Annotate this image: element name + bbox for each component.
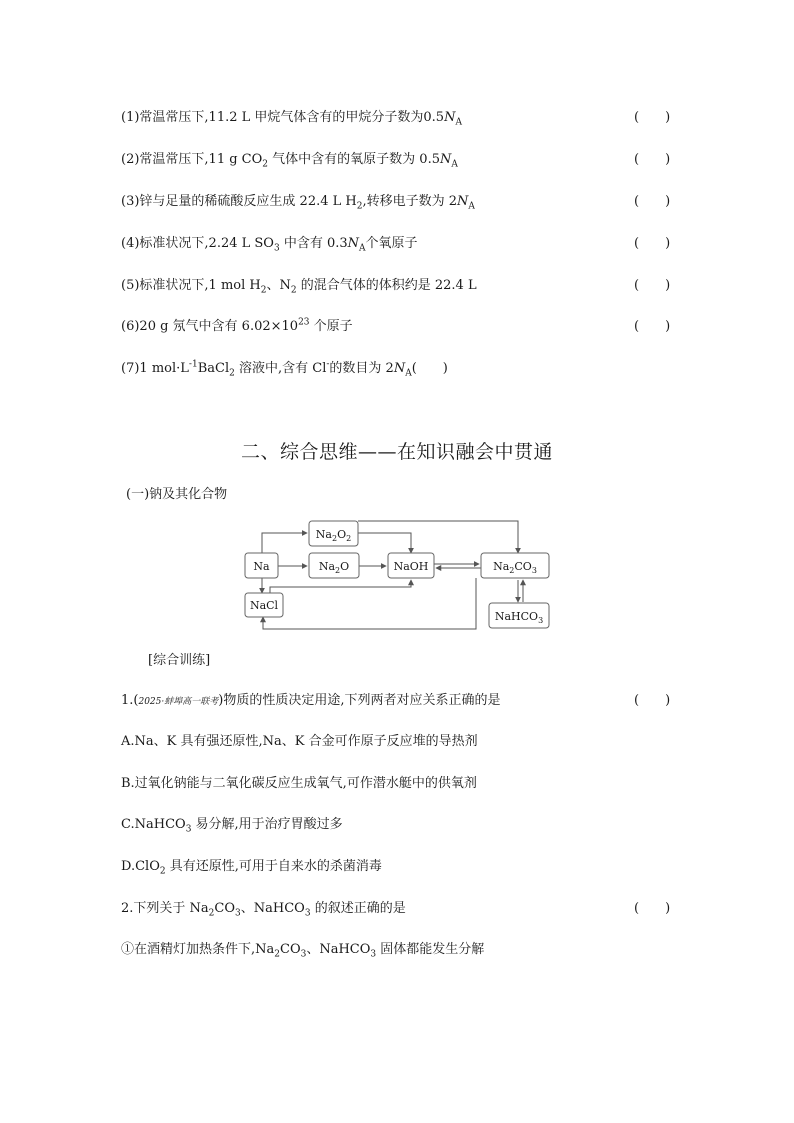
question-2-stem: 2.下列关于 $Na_2CO_3$、NaHCO$_3$ 的叙述正确的是 bbox=[121, 901, 406, 919]
label-na2co3: $Na_2CO_3$ bbox=[493, 560, 537, 575]
arrow-na2o2-na2co3 bbox=[358, 521, 518, 553]
answer-blank-1: ( ) bbox=[634, 110, 671, 125]
judge-item-2: (2)常温常压下,11 g $CO_2$ 气体中含有的氧原子数为 $0.5N_A$ bbox=[121, 152, 458, 170]
judge-item-5: (5)标准状况下,1 mol $H_2$、$N_2$ 的混合气体的体积约是 22.4 L bbox=[121, 278, 477, 296]
answer-blank-q2: ( ) bbox=[634, 901, 671, 916]
q2-statement-1[interactable]: ①在酒精灯加热条件下$,Na_2CO_3$、NaHCO$_3$ 固体都能发生分解 bbox=[121, 942, 485, 960]
arrow-nacl-naoh bbox=[270, 580, 411, 593]
judge-item-4: (4)标准状况下,2.24 L $SO_3$ 中含有 $0.3N_A$个氧原子 bbox=[121, 236, 418, 254]
label-na2o: $Na_2O$ bbox=[318, 560, 350, 575]
q1-option-d[interactable]: D.ClO$_2$ 具有还原性,可用于自来水的杀菌消毒 bbox=[121, 859, 382, 877]
answer-blank-6: ( ) bbox=[634, 319, 671, 334]
q1-option-b[interactable]: B.过氧化钠能与二氧化碳反应生成氧气,可作潜水艇中的供氧剂 bbox=[121, 776, 477, 791]
answer-blank-2: ( ) bbox=[634, 152, 671, 167]
arrow-na2o2-naoh bbox=[358, 533, 411, 553]
question-source: 2025·蚌埠高一联考 bbox=[138, 697, 219, 707]
answer-blank-3: ( ) bbox=[634, 194, 671, 209]
subsection-title: (一)钠及其化合物 bbox=[126, 487, 228, 502]
label-naoh: NaOH bbox=[393, 560, 429, 573]
label-na: Na bbox=[253, 560, 270, 573]
q1-option-a[interactable]: A.Na、K 具有强还原性,Na、K 合金可作原子反应堆的导热剂 bbox=[121, 734, 478, 749]
judge-item-7: (7)1 $mol\cdot L^{-1}BaCl_2$ 溶液中,含有 Cl-的数目为 $2N_A$( ) bbox=[121, 359, 448, 379]
judge-item-1: (1)常温常压下,11.2 L 甲烷气体含有的甲烷分子数为$0.5N_A$ bbox=[121, 110, 462, 128]
training-label: [综合训练] bbox=[148, 653, 211, 668]
q1-option-c[interactable]: C.NaHCO$_3$ 易分解,用于治疗胃酸过多 bbox=[121, 817, 343, 835]
label-nacl: NaCl bbox=[249, 599, 279, 612]
question-1-stem: 1.(2025·蚌埠高一联考)物质的性质决定用途,下列两者对应关系正确的是 bbox=[121, 693, 501, 708]
arrow-na2co3-nacl bbox=[263, 578, 476, 629]
answer-blank-q1: ( ) bbox=[634, 693, 671, 708]
label-nahco3: NaHCO$_3$ bbox=[494, 610, 544, 625]
label-na2o2: $Na_2O_2$ bbox=[315, 528, 352, 543]
answer-blank-5: ( ) bbox=[634, 278, 671, 293]
section-heading: 二、综合思维——在知识融会中贯通 bbox=[240, 441, 553, 463]
answer-blank-4: ( ) bbox=[634, 236, 671, 251]
item-number: (1) bbox=[121, 110, 140, 125]
judge-item-6: (6)20 g 氖气中含有 $6.02\times 10^{23}$ 个原子 bbox=[121, 317, 353, 334]
judge-item-3: (3)锌与足量的稀硫酸反应生成 22.4 L $H_2$,转移电子数为 $2N_A$ bbox=[121, 194, 475, 212]
arrow-na-na2o2 bbox=[262, 533, 307, 553]
